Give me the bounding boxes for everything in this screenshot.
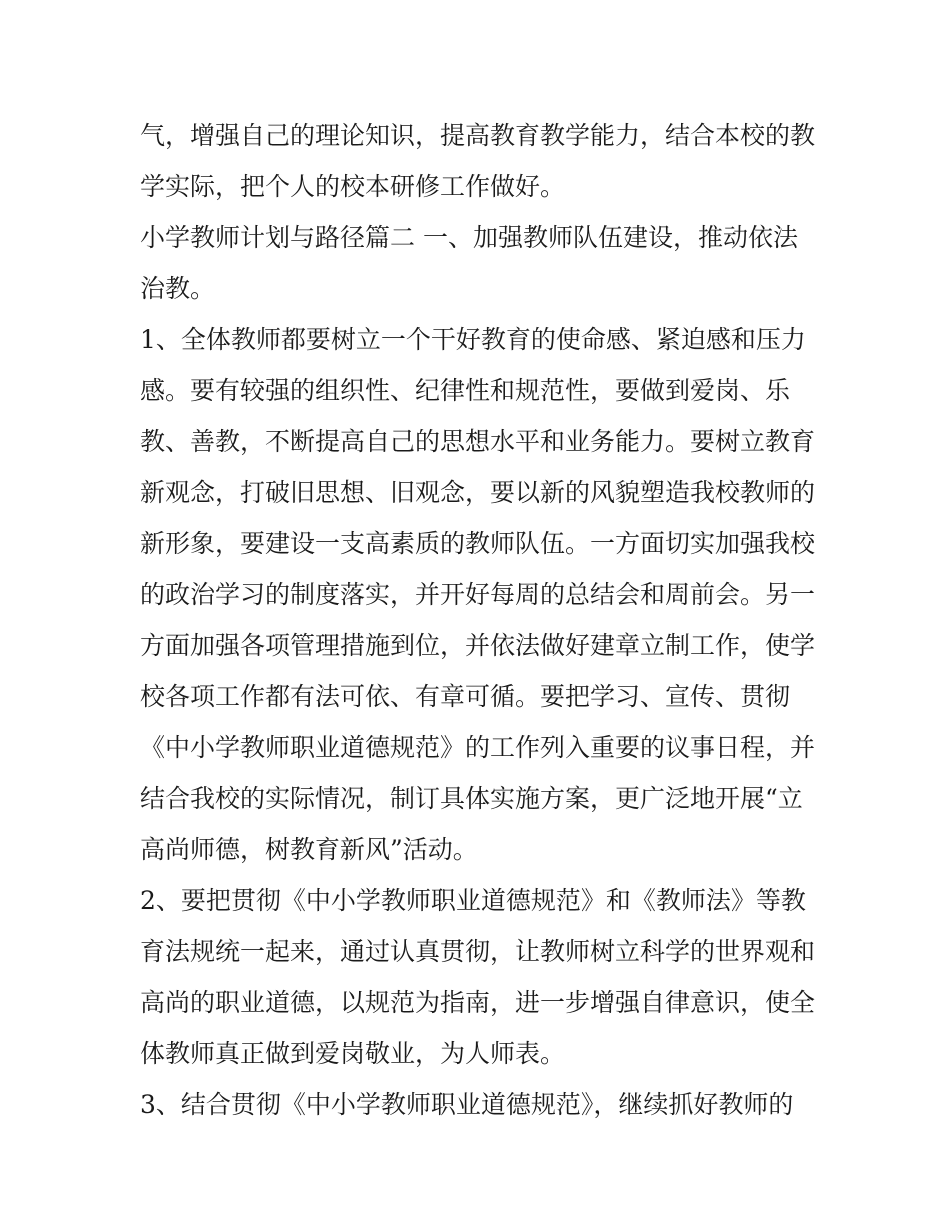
document-body	[140, 110, 816, 1130]
text-line: 学实际，把个人的校本研修工作做好。	[140, 172, 566, 201]
paragraph	[140, 875, 816, 1079]
paragraph	[140, 212, 812, 314]
text-line: 《中小学教师职业道德规范》的工作列入重要的议事日程，并	[140, 733, 816, 762]
text-line: 1、全体教师都要树立一个干好教育的使命感、紧迫感和压力	[140, 325, 806, 354]
text-line: 的政治学习的制度落实，并开好每周的总结会和周前会。另一	[140, 580, 816, 609]
text-line: 高尚师德，树教育新风”活动。	[140, 835, 478, 864]
paragraph	[140, 314, 816, 875]
text-line: 2、要把贯彻《中小学教师职业道德规范》和《教师法》等教	[140, 886, 806, 915]
text-line: 高尚的职业道德，以规范为指南，进一步增强自律意识，使全	[140, 988, 816, 1017]
text-line: 教、善教，不断提高自己的思想水平和业务能力。要树立教育	[140, 427, 816, 456]
text-line: 治教。	[140, 274, 216, 303]
paragraph	[140, 110, 816, 212]
text-line: 3、结合贯彻《中小学教师职业道德规范》，继续抓好教师的	[140, 1090, 794, 1119]
text-line: 育法规统一起来，通过认真贯彻，让教师树立科学的世界观和	[140, 937, 816, 966]
text-line: 小学教师计划与路径篇二 一、加强教师队伍建设，推动依法	[140, 223, 798, 252]
paragraph	[140, 1079, 812, 1130]
text-line: 体教师真正做到爱岗敬业，为人师表。	[140, 1039, 566, 1068]
text-line: 校各项工作都有法可依、有章可循。要把学习、宣传、贯彻	[140, 682, 791, 711]
text-line: 气，增强自己的理论知识，提高教育教学能力，结合本校的教	[140, 121, 816, 150]
text-line: 感。要有较强的组织性、纪律性和规范性，要做到爱岗、乐	[140, 376, 791, 405]
text-line: 方面加强各项管理措施到位，并依法做好建章立制工作，使学	[140, 631, 816, 660]
text-line: 新形象，要建设一支高素质的教师队伍。一方面切实加强我校	[140, 529, 816, 558]
text-line: 结合我校的实际情况，制订具体实施方案，更广泛地开展“立	[140, 784, 803, 813]
text-line: 新观念，打破旧思想、旧观念，要以新的风貌塑造我校教师的	[140, 478, 816, 507]
